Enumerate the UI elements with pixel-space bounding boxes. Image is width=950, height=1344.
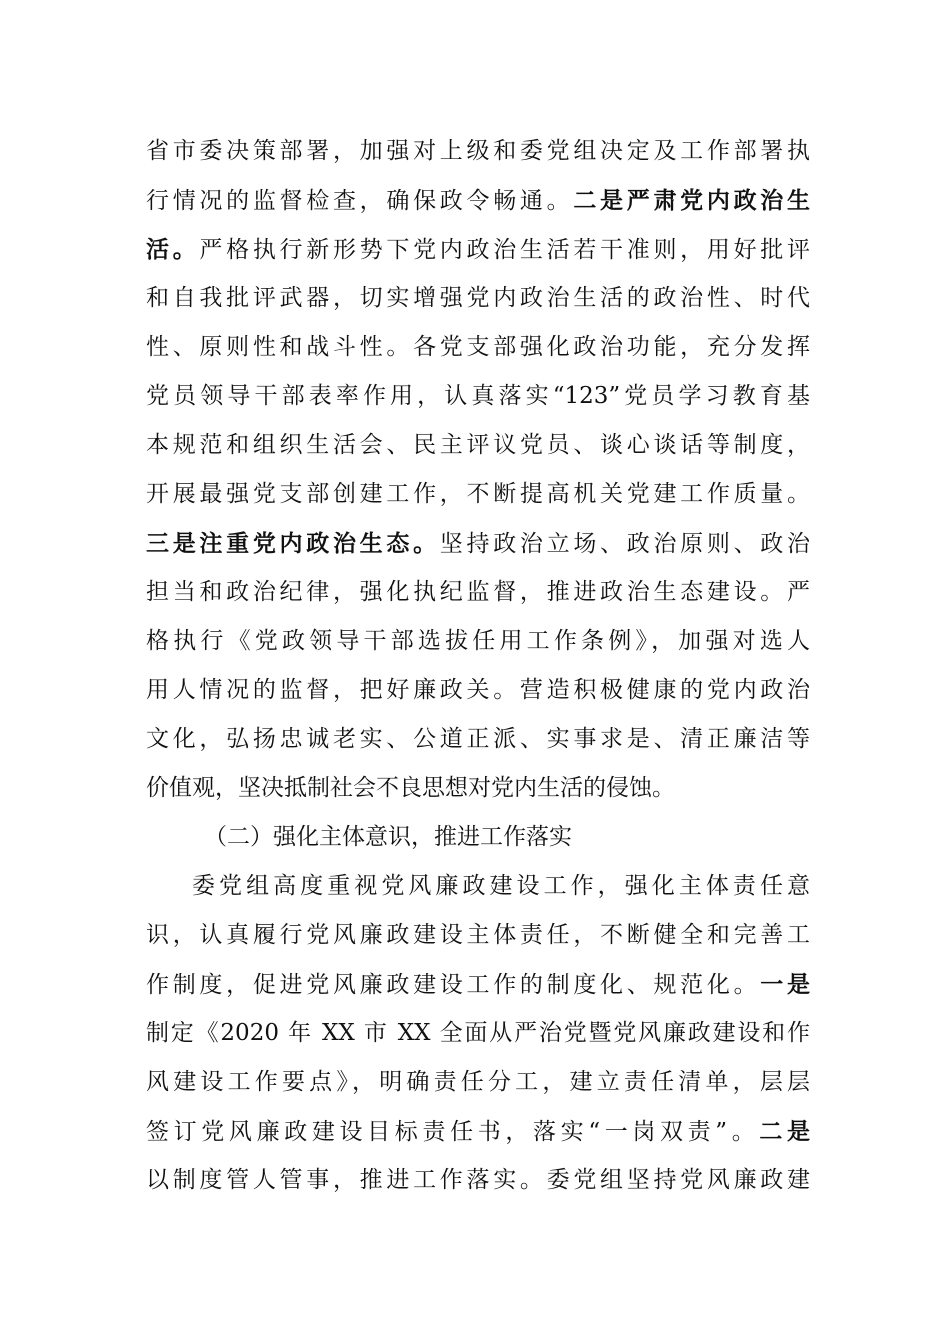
text-line bbox=[146, 519, 810, 568]
text-run: 党员领导干部表率作用，认真落实“123”党员学习教育基 bbox=[146, 383, 810, 409]
text-line bbox=[146, 960, 810, 1009]
text-run: 文化，弘扬忠诚老实、公道正派、实事求是、清正廉洁等 bbox=[146, 726, 810, 752]
text-run: 行情况的监督检查，确保政令畅通。 bbox=[146, 188, 574, 214]
text-line bbox=[146, 470, 810, 519]
text-run: 省市委决策部署，加强对上级和委党组决定及工作部署执 bbox=[146, 138, 810, 164]
text-line bbox=[146, 1156, 810, 1205]
text-line bbox=[146, 274, 810, 323]
text-run: 严格执行新形势下党内政治生活若干准则，用好批评 bbox=[199, 237, 811, 263]
text-run: 本规范和组织生活会、民主评议党员、谈心谈话等制度， bbox=[146, 432, 810, 458]
text-line bbox=[146, 715, 810, 764]
text-line bbox=[146, 1058, 810, 1107]
text-line bbox=[146, 1107, 810, 1156]
bold-run: 一是 bbox=[760, 971, 811, 998]
text-run: 担当和政治纪律，强化执纪监督，推进政治生态建设。严 bbox=[146, 579, 810, 605]
document-body bbox=[146, 127, 810, 1205]
text-line bbox=[146, 225, 810, 274]
bold-run: 活。 bbox=[146, 236, 200, 263]
text-line bbox=[146, 568, 810, 617]
text-run: 开展最强党支部创建工作，不断提高机关党建工作质量。 bbox=[146, 481, 810, 507]
text-run: 签订党风廉政建设目标责任书，落实“一岗双责”。 bbox=[146, 1119, 760, 1145]
text-line bbox=[146, 862, 810, 911]
text-run: 格执行《党政领导干部选拔任用工作条例》，加强对选人 bbox=[146, 628, 810, 654]
text-line bbox=[146, 1009, 810, 1058]
text-line bbox=[146, 666, 810, 715]
text-run: 性、原则性和战斗性。各党支部强化政治功能，充分发挥 bbox=[146, 334, 810, 360]
text-run: 作制度，促进党风廉政建设工作的制度化、规范化。 bbox=[146, 972, 761, 998]
text-run: 风建设工作要点》，明确责任分工，建立责任清单，层层 bbox=[146, 1069, 810, 1095]
text-line bbox=[146, 421, 810, 470]
text-line bbox=[146, 764, 810, 813]
text-run: 制定《2020 年 XX 市 XX 全面从严治党暨党风廉政建设和作 bbox=[146, 1020, 810, 1046]
text-line bbox=[146, 176, 810, 225]
text-line bbox=[146, 617, 810, 666]
text-run: 委党组高度重视党风廉政建设工作，强化主体责任意 bbox=[192, 873, 810, 899]
bold-run: 二是严肃党内政治生 bbox=[573, 187, 811, 214]
section-heading bbox=[146, 813, 810, 862]
text-run: 用人情况的监督，把好廉政关。营造积极健康的党内政治 bbox=[146, 677, 810, 703]
text-run: 识，认真履行党风廉政建设主体责任，不断健全和完善工 bbox=[146, 922, 810, 948]
bold-run: 二是 bbox=[759, 1118, 810, 1145]
text-run: 坚持政治立场、政治原则、政治 bbox=[439, 531, 811, 557]
text-run: 价值观，坚决抵制社会不良思想对党内生活的侵蚀。 bbox=[146, 775, 675, 801]
text-run: 以制度管人管事，推进工作落实。委党组坚持党风廉政建 bbox=[146, 1167, 810, 1193]
text-line bbox=[146, 911, 810, 960]
text-line bbox=[146, 323, 810, 372]
text-line bbox=[146, 372, 810, 421]
bold-run: 三是注重党内政治生态。 bbox=[146, 530, 440, 557]
text-line bbox=[146, 127, 810, 176]
heading-text: （二）强化主体意识，推进工作落实 bbox=[204, 824, 572, 850]
text-run: 和自我批评武器，切实增强党内政治生活的政治性、时代 bbox=[146, 285, 810, 311]
